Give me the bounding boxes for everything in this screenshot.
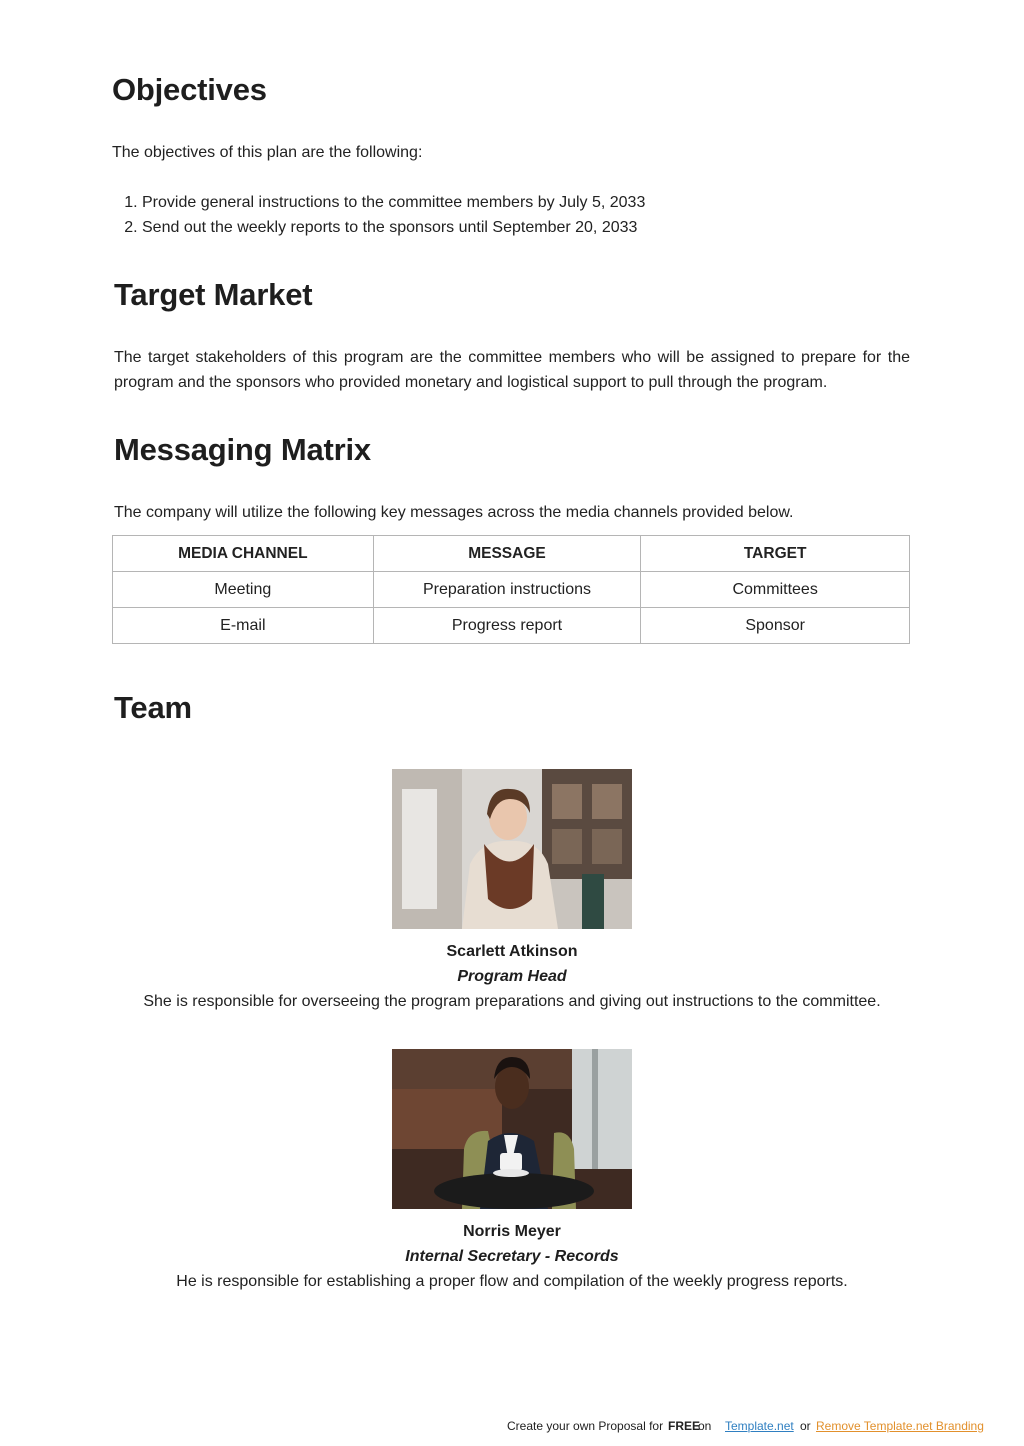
member-description: He is responsible for establishing a proper flow and compilation of the weekly progress reports. bbox=[176, 1273, 848, 1290]
table-header-row bbox=[113, 536, 910, 572]
table-row bbox=[113, 608, 910, 644]
messaging-matrix-heading: Messaging Matrix bbox=[114, 432, 371, 467]
objective-item: 1. Provide general instructions to the committee members by July 5, 2033 bbox=[142, 190, 942, 215]
team-member-card bbox=[112, 769, 912, 1014]
member-photo bbox=[392, 1049, 632, 1209]
member-photo bbox=[392, 769, 632, 929]
table-cell: Committees bbox=[641, 572, 910, 608]
template-net-link[interactable]: Template.net bbox=[725, 1419, 794, 1433]
member-description: She is responsible for overseeing the program preparations and giving out instructions to the committee. bbox=[143, 993, 881, 1010]
footer-on-text: on bbox=[698, 1419, 712, 1433]
table-cell: Meeting bbox=[113, 572, 374, 608]
footer-free-text: FREE bbox=[668, 1419, 701, 1433]
objectives-heading: Objectives bbox=[112, 72, 267, 107]
objective-item: 2. Send out the weekly reports to the sponsors until September 20, 2033 bbox=[142, 215, 942, 240]
messaging-matrix-table bbox=[112, 535, 910, 644]
member-name: Norris Meyer bbox=[463, 1223, 561, 1240]
objectives-list bbox=[112, 190, 942, 240]
column-header-message: MESSAGE bbox=[373, 536, 641, 572]
member-role: Program Head bbox=[457, 968, 567, 985]
table-cell: Preparation instructions bbox=[373, 572, 641, 608]
team-member-card bbox=[112, 1049, 912, 1294]
target-market-body: The target stakeholders of this program are the committee members who will be assigned to prepare for the program and the sponsors who provided monetary and logistical support to pull through the program. bbox=[114, 349, 910, 391]
target-market-heading: Target Market bbox=[114, 277, 313, 312]
table-cell: Sponsor bbox=[641, 608, 910, 644]
table-row bbox=[113, 572, 910, 608]
objectives-intro: The objectives of this plan are the following: bbox=[112, 144, 423, 161]
footer-prefix-text: Create your own Proposal for bbox=[507, 1419, 664, 1433]
table-cell: Progress report bbox=[373, 608, 641, 644]
column-header-target: TARGET bbox=[641, 536, 910, 572]
remove-branding-link[interactable]: Remove Template.net Branding bbox=[816, 1419, 984, 1433]
footer-or-text: or bbox=[800, 1419, 811, 1433]
member-role: Internal Secretary - Records bbox=[405, 1248, 619, 1265]
messaging-matrix-intro: The company will utilize the following key messages across the media channels provided below. bbox=[114, 504, 794, 521]
table-cell: E-mail bbox=[113, 608, 374, 644]
branding-footer bbox=[0, 1419, 1024, 1437]
team-heading: Team bbox=[114, 690, 192, 725]
column-header-media-channel: MEDIA CHANNEL bbox=[113, 536, 374, 572]
member-name: Scarlett Atkinson bbox=[446, 943, 578, 960]
